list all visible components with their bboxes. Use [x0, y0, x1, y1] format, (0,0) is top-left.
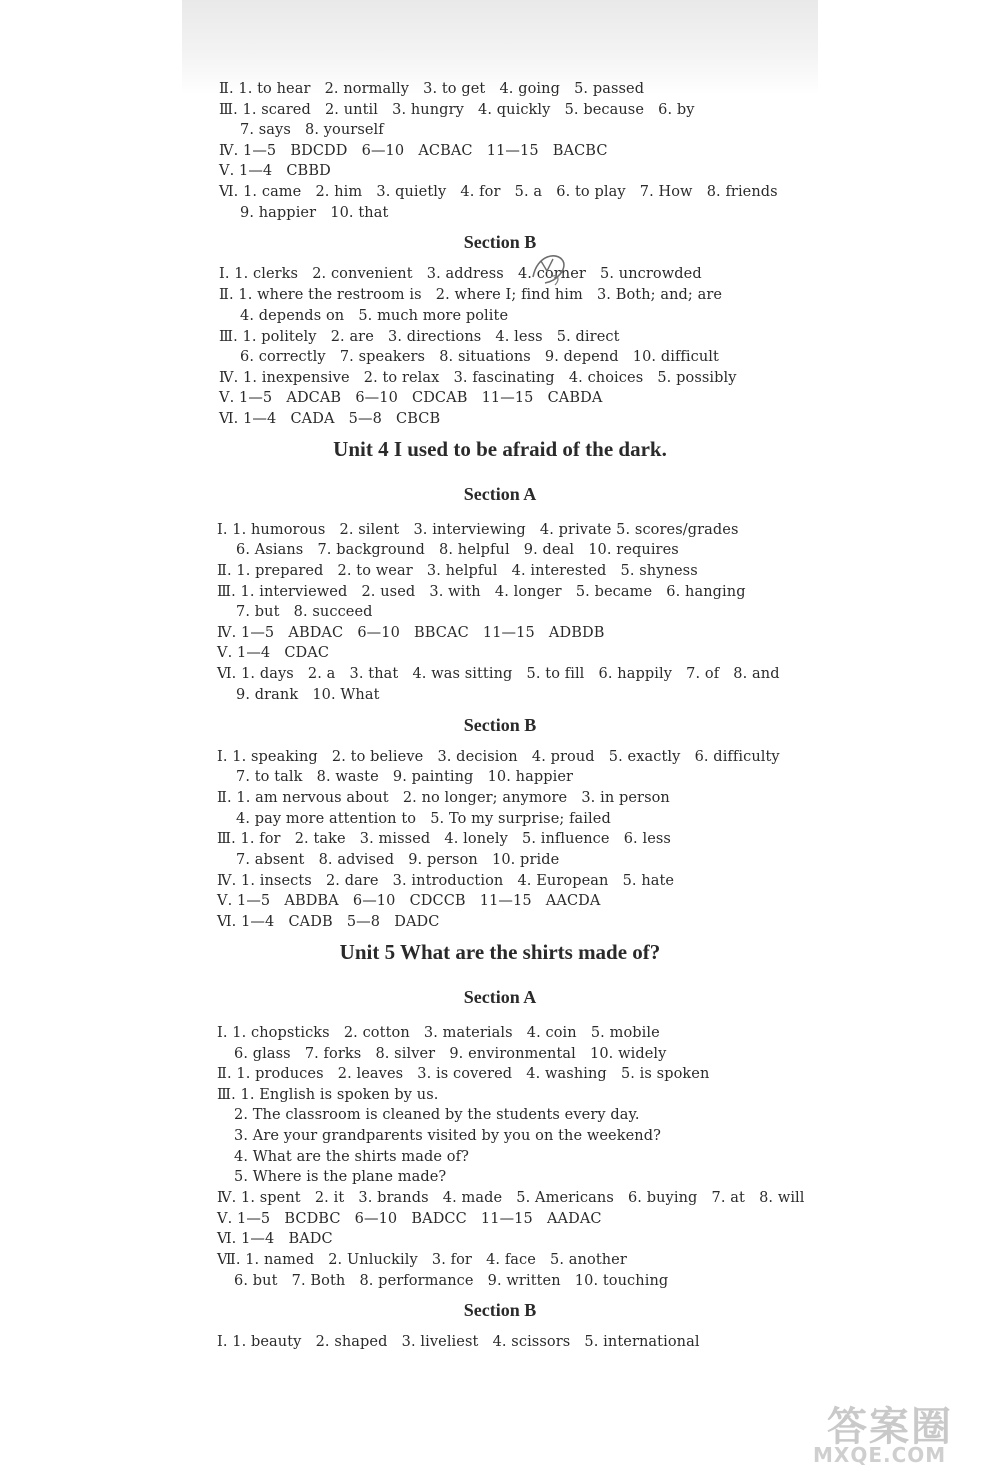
u3b-line-5: 6. correctly 7. speakers 8. situations 9. depend 10. difficult [240, 349, 719, 365]
u5a-line-9: Ⅳ. 1. spent 2. it 3. brands 4. made 5. Americans 6. buying 7. at 8. will [217, 1190, 805, 1206]
u4b-line-6: 7. absent 8. advised 9. person 10. pride [236, 852, 560, 868]
u5a-line-2: 6. glass 7. forks 8. silver 9. environmental 10. widely [234, 1046, 667, 1062]
watermark-logo: 答案圈 [827, 1404, 953, 1450]
u5a-line-13: 6. but 7. Both 8. performance 9. written 10. touching [234, 1273, 669, 1289]
u5a-line-3: Ⅱ. 1. produces 2. leaves 3. is covered 4. washing 5. is spoken [217, 1066, 710, 1082]
u4b-line-5: Ⅲ. 1. for 2. take 3. missed 4. lonely 5. influence 6. less [217, 831, 671, 847]
u4b-line-2: 7. to talk 8. waste 9. painting 10. happier [236, 769, 574, 785]
u5a-line-12: Ⅶ. 1. named 2. Unluckily 3. for 4. face 5. another [217, 1252, 627, 1268]
u3b-line-2: Ⅱ. 1. where the restroom is 2. where I; find him 3. Both; and; are [219, 287, 723, 303]
u3b-line-3: 4. depends on 5. much more polite [240, 308, 509, 324]
u5a-line-4: Ⅲ. 1. English is spoken by us. [217, 1087, 439, 1103]
u4b-line-9: Ⅵ. 1—4 CADB 5—8 DADC [217, 914, 440, 930]
u4a-line-2: 6. Asians 7. background 8. helpful 9. deal 10. requires [236, 542, 679, 558]
u4b-line-1: Ⅰ. 1. speaking 2. to believe 3. decision 4. proud 5. exactly 6. difficulty [217, 749, 780, 765]
u3a-line-3: 7. says 8. yourself [240, 122, 384, 138]
u3a-line-5: Ⅴ. 1—4 CBBD [219, 163, 331, 179]
u5a-line-5: 2. The classroom is cleaned by the students every day. [234, 1107, 640, 1123]
u3b-line-7: Ⅴ. 1—5 ADCAB 6—10 CDCAB 11—15 CABDA [219, 390, 603, 406]
u3b-line-6: Ⅳ. 1. inexpensive 2. to relax 3. fascinating 4. choices 5. possibly [219, 370, 737, 386]
u4a-line-9: 9. drank 10. What [236, 687, 380, 703]
u3a-line-6: Ⅵ. 1. came 2. him 3. quietly 4. for 5. a 6. to play 7. How 8. friends [219, 184, 778, 200]
section-heading-u4b: Section B [463, 715, 537, 735]
site-watermark [795, 1395, 975, 1467]
u5a-line-11: Ⅵ. 1—4 BADC [217, 1231, 333, 1247]
u3a-line-7: 9. happier 10. that [240, 205, 389, 221]
u4b-line-8: Ⅴ. 1—5 ABDBA 6—10 CDCCB 11—15 AACDA [217, 893, 601, 909]
section-heading-u3b: Section B [463, 232, 537, 252]
section-heading-u5b: Section B [463, 1300, 537, 1320]
u4b-line-3: Ⅱ. 1. am nervous about 2. no longer; anymore 3. in person [217, 790, 670, 806]
section-heading-u4a: Section A [463, 484, 537, 504]
section-heading-u5a: Section A [463, 987, 537, 1007]
u5b-line-1: Ⅰ. 1. beauty 2. shaped 3. liveliest 4. scissors 5. international [217, 1334, 700, 1350]
u4a-line-8: Ⅵ. 1. days 2. a 3. that 4. was sitting 5. to fill 6. happily 7. of 8. and [217, 666, 780, 682]
u4a-line-5: 7. but 8. succeed [236, 604, 373, 620]
u4a-line-3: Ⅱ. 1. prepared 2. to wear 3. helpful 4. interested 5. shyness [217, 563, 698, 579]
u3b-line-8: Ⅵ. 1—4 CADA 5—8 CBCB [219, 411, 441, 427]
unit-heading-5: Unit 5 What are the shirts made of? [339, 940, 661, 964]
u5a-line-7: 4. What are the shirts made of? [234, 1149, 469, 1165]
u3a-line-1: Ⅱ. 1. to hear 2. normally 3. to get 4. going 5. passed [219, 81, 645, 97]
u5a-line-1: Ⅰ. 1. chopsticks 2. cotton 3. materials 4. coin 5. mobile [217, 1025, 660, 1041]
u4a-line-1: Ⅰ. 1. humorous 2. silent 3. interviewing 4. private 5. scores/grades [217, 522, 739, 538]
u4a-line-6: Ⅳ. 1—5 ABDAC 6—10 BBCAC 11—15 ADBDB [217, 625, 605, 641]
u5a-line-6: 3. Are your grandparents visited by you on the weekend? [234, 1128, 661, 1144]
unit-heading-4: Unit 4 I used to be afraid of the dark. [333, 437, 667, 461]
u4a-line-7: Ⅴ. 1—4 CDAC [217, 645, 330, 661]
u5a-line-8: 5. Where is the plane made? [234, 1169, 447, 1185]
handwritten-mark [527, 247, 569, 291]
u5a-line-10: Ⅴ. 1—5 BCDBC 6—10 BADCC 11—15 AADAC [217, 1211, 602, 1227]
u3b-line-1: Ⅰ. 1. clerks 2. convenient 3. address 4. corner 5. uncrowded [219, 266, 702, 282]
u3b-line-4: Ⅲ. 1. politely 2. are 3. directions 4. less 5. direct [219, 329, 620, 345]
u3a-line-2: Ⅲ. 1. scared 2. until 3. hungry 4. quickly 5. because 6. by [219, 102, 695, 118]
u3a-line-4: Ⅳ. 1—5 BDCDD 6—10 ACBAC 11—15 BACBC [219, 143, 608, 159]
watermark-url: MXQE.COM [813, 1443, 947, 1467]
u4a-line-4: Ⅲ. 1. interviewed 2. used 3. with 4. longer 5. became 6. hanging [217, 584, 746, 600]
u4b-line-7: Ⅳ. 1. insects 2. dare 3. introduction 4. European 5. hate [217, 873, 675, 889]
u4b-line-4: 4. pay more attention to 5. To my surprise; failed [236, 811, 611, 827]
